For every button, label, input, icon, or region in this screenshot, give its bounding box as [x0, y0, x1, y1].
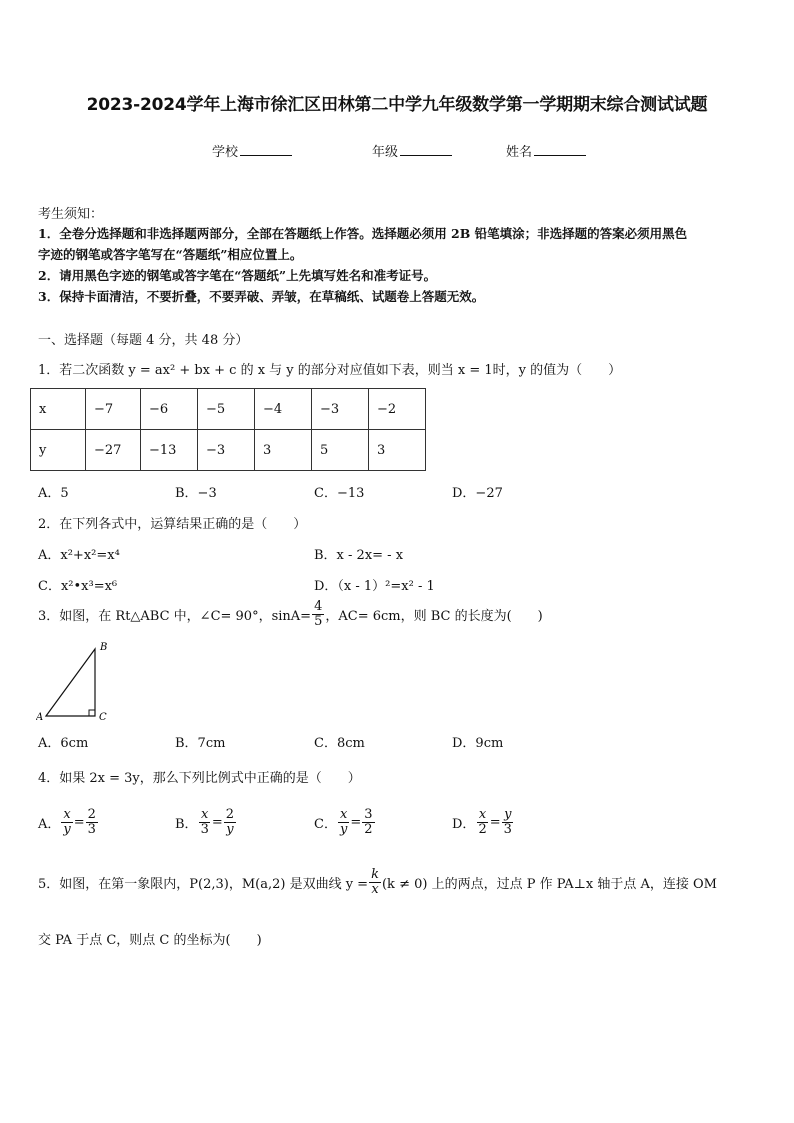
- table-cell: −6: [141, 389, 198, 430]
- numerator: 2: [87, 807, 96, 822]
- q4-option-d[interactable]: [452, 808, 515, 836]
- q5-stem: [38, 868, 717, 896]
- table-cell: −5: [198, 389, 255, 430]
- q3-fraction-numerator: 4: [314, 599, 323, 614]
- notice-item-3: 3．保持卡面清洁，不要折叠，不要弄破、弄皱，在草稿纸、试题卷上答题无效。: [38, 289, 485, 304]
- numerator: x: [339, 807, 348, 822]
- q3-stem: [38, 600, 543, 628]
- name-field: [506, 141, 586, 160]
- q1-option-c[interactable]: C．−13: [314, 486, 365, 501]
- fraction: [362, 808, 374, 836]
- q4-option-c[interactable]: [314, 808, 376, 836]
- table-row: [31, 389, 426, 430]
- q3-fraction: [312, 600, 324, 628]
- school-label: 学校: [212, 145, 239, 160]
- q5-stem-line2: 交 PA 于点 C，则点 C 的坐标为( ): [38, 933, 262, 948]
- q2-option-b[interactable]: B．x - 2x= - x: [314, 548, 404, 563]
- denominator: y: [63, 821, 71, 837]
- equals-sign: =: [350, 814, 362, 830]
- equals-sign: =: [211, 814, 223, 830]
- denominator: 3: [200, 821, 209, 837]
- equals-sign: =: [73, 814, 85, 830]
- q2-option-d[interactable]: D．（x - 1）²=x² - 1: [314, 579, 435, 594]
- q3-option-c[interactable]: C．8cm: [314, 736, 365, 751]
- denominator: 2: [478, 821, 487, 837]
- table-cell: −2: [369, 389, 426, 430]
- q5-stem-pre: 5．如图，在第一象限内，P(2,3)，M(a,2) 是双曲线 y =: [38, 876, 369, 892]
- name-label: 姓名: [506, 145, 533, 160]
- numerator: x: [201, 807, 209, 822]
- school-blank: [240, 143, 292, 156]
- denominator: y: [226, 821, 234, 837]
- table-cell: 5: [312, 430, 369, 471]
- table-cell: −4: [255, 389, 312, 430]
- equals-sign: =: [489, 814, 501, 830]
- numerator: y: [504, 807, 512, 822]
- fraction: [199, 808, 211, 836]
- right-angle-mark: [89, 710, 95, 716]
- vertex-a-label: A: [36, 712, 44, 723]
- fraction: [86, 808, 98, 836]
- q2-option-a[interactable]: A．x²+x²=x⁴: [38, 548, 120, 563]
- q2-stem: 2．在下列各式中，运算结果正确的是（ ）: [38, 517, 307, 532]
- q1-stem: 1．若二次函数 y = ax² + bx + c 的 x 与 y 的部分对应值如下表，则当 x = 1时，y 的值为（ ）: [38, 363, 622, 378]
- vertex-b-label: B: [100, 642, 108, 653]
- table-cell: −3: [198, 430, 255, 471]
- q3-option-b[interactable]: B．7cm: [175, 736, 226, 751]
- option-letter: C．: [314, 816, 337, 832]
- fraction: [224, 808, 236, 836]
- numerator: x: [63, 807, 71, 822]
- q1-option-d[interactable]: D．−27: [452, 486, 503, 501]
- numerator: x: [478, 807, 487, 822]
- fraction: [338, 808, 349, 836]
- q1-option-a[interactable]: A．5: [38, 486, 69, 501]
- name-blank: [534, 143, 586, 156]
- q3-option-a[interactable]: A．6cm: [38, 736, 89, 751]
- q4-stem: 4．如果 2x = 3y，那么下列比例式中正确的是（ ）: [38, 771, 361, 786]
- table-cell: 3: [369, 430, 426, 471]
- fraction: [61, 808, 72, 836]
- table-cell: 3: [255, 430, 312, 471]
- q5-fraction-denominator: x: [371, 881, 379, 897]
- q1-option-b[interactable]: B．−3: [175, 486, 217, 501]
- notice-item-1b: 字迹的钢笔或答字笔写在“答题纸”相应位置上。: [38, 247, 303, 262]
- option-letter: B．: [175, 816, 198, 832]
- grade-field: [372, 141, 452, 160]
- q2-option-c[interactable]: C．x²•x³=x⁶: [38, 579, 118, 594]
- q3-stem-pre: 3．如图，在 Rt△ABC 中，∠C= 90°，sinA=: [38, 608, 312, 624]
- denominator: 3: [503, 821, 512, 837]
- numerator: 2: [225, 807, 235, 822]
- numerator: 3: [364, 807, 373, 822]
- q3-stem-post: ，AC= 6cm，则 BC 的长度为( ): [325, 608, 543, 624]
- triangle-abc: [46, 649, 95, 716]
- school-field: [212, 141, 292, 160]
- fraction: [476, 808, 488, 836]
- table-cell: −13: [141, 430, 198, 471]
- section-heading: 一、选择题（每题 4 分，共 48 分）: [38, 333, 249, 348]
- q5-fraction: [369, 868, 381, 896]
- q4-option-b[interactable]: [175, 808, 237, 836]
- table-cell: x: [31, 389, 86, 430]
- notice-heading: 考生须知：: [38, 207, 104, 222]
- q3-option-d[interactable]: D．9cm: [452, 736, 504, 751]
- vertex-c-label: C: [99, 712, 107, 723]
- notice-item-1a: 1．全卷分选择题和非选择题两部分，全部在答题纸上作答。选择题必须用 2B 铅笔填涂；非选择题的答案必须用黑色: [38, 226, 688, 241]
- notice-item-2: 2．请用黑色字迹的钢笔或答字笔在“答题纸”上先填写姓名和准考证号。: [38, 268, 437, 283]
- q4-option-a[interactable]: [38, 808, 99, 836]
- page-title: 2023-2024学年上海市徐汇区田林第二中学九年级数学第一学期期末综合测试试题: [86, 95, 708, 115]
- grade-blank: [400, 143, 452, 156]
- table-cell: y: [31, 430, 86, 471]
- grade-label: 年级: [372, 145, 399, 160]
- denominator: y: [339, 821, 348, 837]
- option-letter: A．: [38, 816, 61, 832]
- q1-table: [30, 388, 426, 471]
- denominator: 2: [364, 821, 373, 837]
- q5-fraction-numerator: k: [371, 867, 379, 882]
- table-cell: −7: [86, 389, 141, 430]
- table-cell: −27: [86, 430, 141, 471]
- table-row: [31, 430, 426, 471]
- denominator: 3: [87, 821, 96, 837]
- table-cell: −3: [312, 389, 369, 430]
- option-letter: D．: [452, 816, 476, 832]
- fraction: [502, 808, 514, 836]
- q3-fraction-denominator: 5: [314, 613, 323, 629]
- q5-stem-post: (k ≠ 0) 上的两点，过点 P 作 PA⊥x 轴于点 A，连接 OM: [381, 876, 717, 892]
- q3-triangle-figure: [36, 640, 116, 726]
